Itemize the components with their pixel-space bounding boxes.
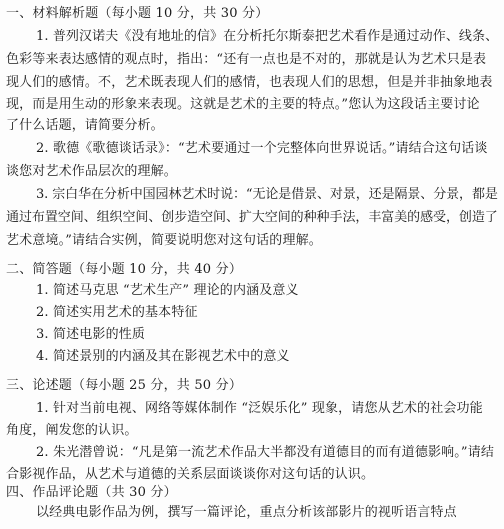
question-line: 4. 简述景别的内涵及其在影视艺术中的意义 [36,348,290,364]
question-line: 2. 歌德《歌德谈话录》：“艺术要通过一个完整体向世界说话。”请结合这句话谈 [36,141,488,157]
question-line: 1. 普列汉诺夫《没有地址的信》在分析托尔斯泰把艺术看作是通过动作、线条、 [36,28,499,44]
question-line: 1. 针对当前电视、网络等媒体制作 “泛娱乐化” 现象，请您从艺术的社会功能 [36,401,483,417]
section-heading: 四、作品评论题（共 30 分） [6,485,177,501]
question-line: 了什么话题，请简要分析。 [6,118,164,134]
question-line: 艺术意境。”请结合实例，简要说明您对这句话的理解。 [6,233,322,248]
question-line: 1. 简述马克思 “艺术生产” 理论的内涵及意义 [36,282,299,298]
question-line: 角度，阐发您的认识。 [6,423,138,439]
section-heading: 一、材料解析题（每小题 10 分，共 30 分） [6,5,269,21]
question-line: 3. 简述电影的性质 [36,326,146,342]
question-line: 色彩等来表达感情的观点时，指出：“还有一点也是不对的，那就是认为艺术只是表 [6,51,487,67]
question-line: 2. 简述实用艺术的基本特征 [36,304,198,320]
question-line: 2. 朱光潜曾说：“凡是第一流艺术作品大半都没有道德目的而有道德影响。”请结 [36,445,495,460]
question-line: 谈您对艺术作品层次的理解。 [6,164,177,180]
question-line: 合影视作品，从艺术与道德的关系层面谈谈你对这句话的认识。 [6,467,375,482]
section-heading: 三、论述题（每小题 25 分，共 50 分） [6,378,243,394]
question-line: 以经典电影作品为例，撰写一篇评论，重点分析该部影片的视听语言特点 [36,505,457,521]
section-heading: 二、简答题（每小题 10 分，共 40 分） [6,261,243,277]
question-line: 现人们的感情。不，艺术既表现人们的感情，也表现人们的思想，但是并非抽象地表 [6,74,493,90]
question-line: 通过布置空间、组织空间、创步造空间、扩大空间的种种手法，丰富美的感受，创造了 [6,210,498,226]
question-line: 现，而是用生动的形象来表现。这就是艺术的主要的特点。”您认为这段话主要讨论 [6,96,480,112]
question-line: 3. 宗白华在分析中国园林艺术时说：“无论是借景、对景，还是隔景、分景，都是 [36,187,498,203]
